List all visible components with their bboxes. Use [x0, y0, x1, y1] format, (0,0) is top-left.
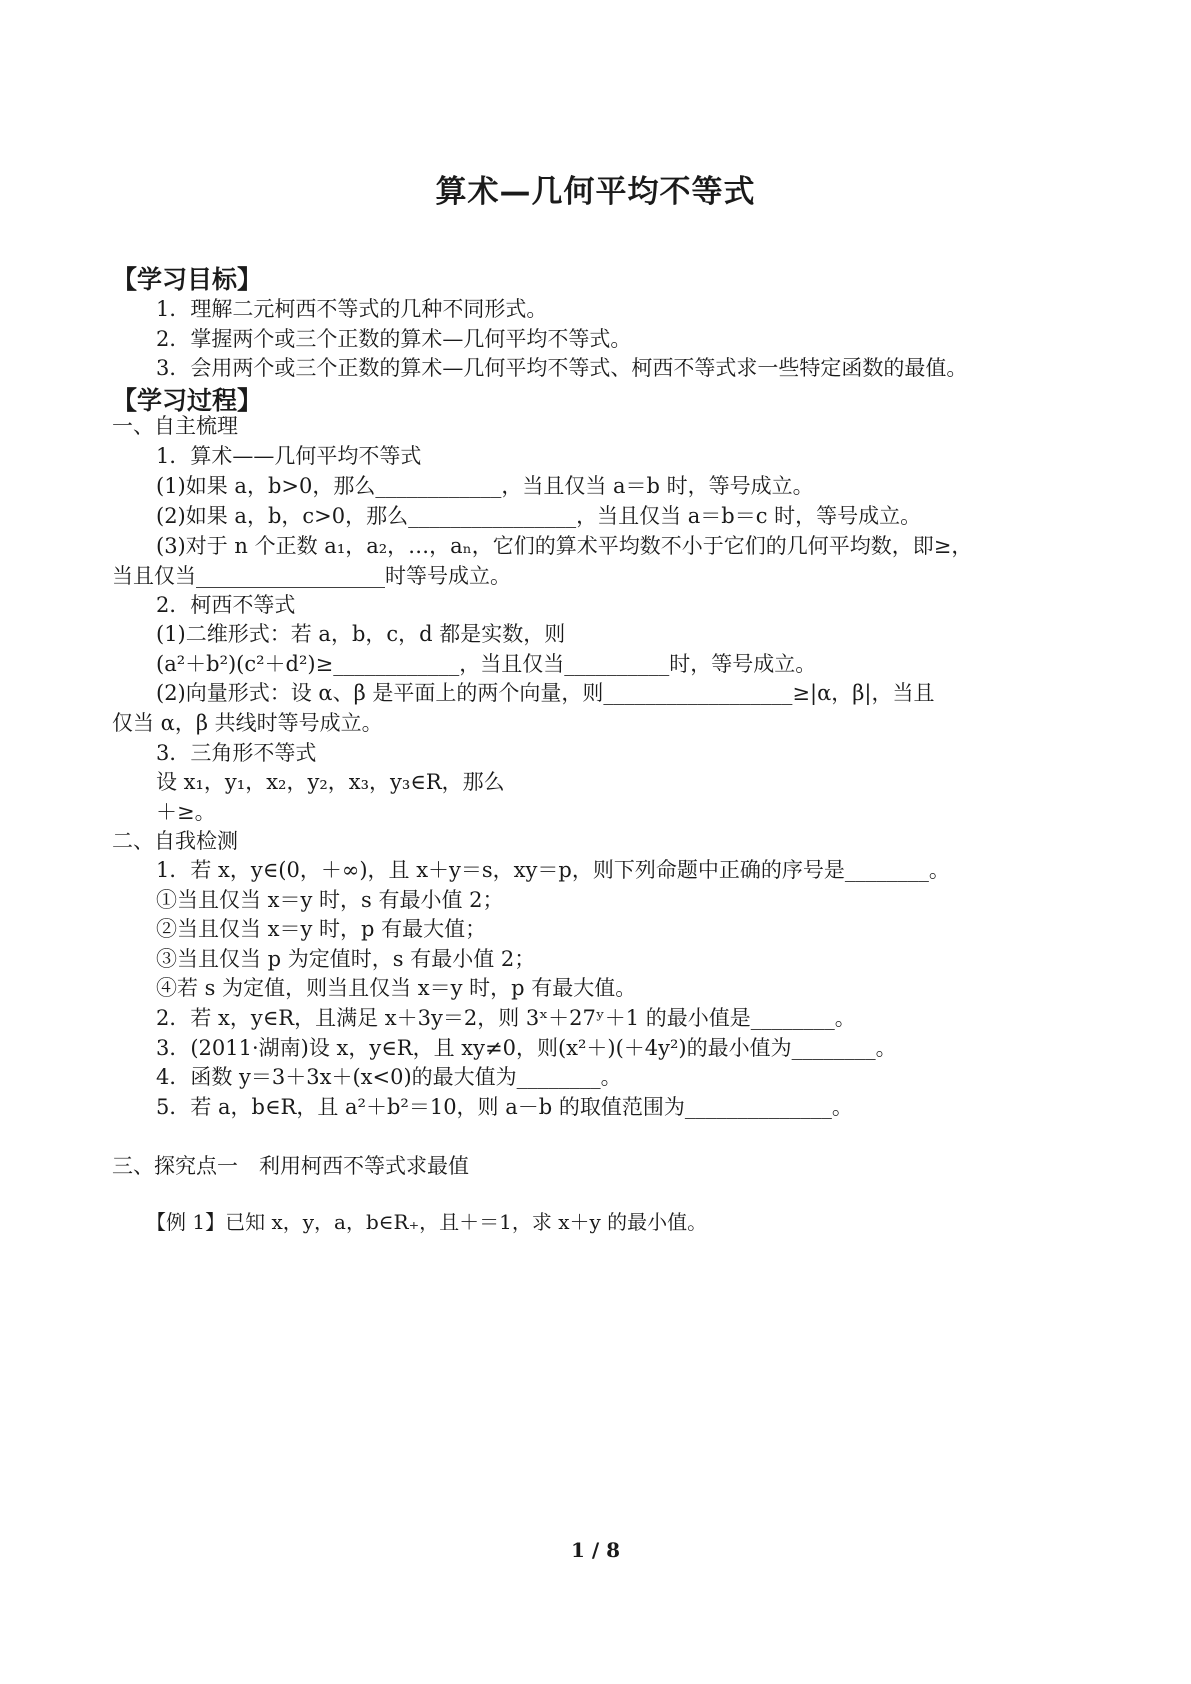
- part1-title: 一、自主梳理: [112, 414, 238, 438]
- part2-title: 二、自我检测: [112, 829, 238, 853]
- learning-goals-heading: 【学习目标】: [112, 265, 263, 294]
- page-number: 1 / 8: [570, 1538, 621, 1562]
- exercise-line: ③当且仅当 p 为定值时，s 有最小值 2；: [156, 947, 536, 971]
- content-line: ＋≥。: [156, 800, 216, 824]
- goal-item: 2．掌握两个或三个正数的算术—几何平均不等式。: [156, 327, 632, 351]
- exercise-line: ①当且仅当 x＝y 时，s 有最小值 2；: [156, 888, 504, 912]
- content-line: (a²＋b²)(c²＋d²)≥____________，当且仅当__________时，等号成立。: [156, 652, 817, 676]
- exercise-line: 3．(2011·湖南)设 x，y∈R，且 xy≠0，则(x²＋)(＋4y²)的最小值为________。: [156, 1036, 897, 1060]
- content-line: 设 x₁，y₁，x₂，y₂，x₃，y₃∈R，那么: [156, 770, 505, 794]
- exercise-line: 5．若 a，b∈R，且 a²＋b²＝10，则 a－b 的取值范围为______________。: [156, 1095, 853, 1119]
- exercise-line: 1．若 x，y∈(0，＋∞)，且 x＋y＝s，xy＝p，则下列命题中正确的序号是________。: [156, 858, 950, 882]
- content-line: (1)如果 a，b>0，那么____________，当且仅当 a＝b 时，等号成立。: [156, 474, 814, 498]
- content-line: 当且仅当__________________时等号成立。: [112, 564, 511, 588]
- content-line: (2)如果 a，b，c>0，那么________________，当且仅当 a＝b＝c 时，等号成立。: [156, 504, 922, 528]
- content-line: (1)二维形式：若 a，b，c，d 都是实数，则: [156, 622, 566, 646]
- part3-title: 三、探究点一 利用柯西不等式求最值: [112, 1154, 469, 1178]
- content-line: 3．三角形不等式: [156, 741, 317, 765]
- content-line: (3)对于 n 个正数 a₁，a₂，…，aₙ，它们的算术平均数不小于它们的几何平均数，即≥，: [156, 534, 973, 558]
- content-line: 1．算术——几何平均不等式: [156, 444, 422, 468]
- example-line: 【例 1】已知 x，y，a，b∈R₊，且＋＝1，求 x＋y 的最小值。: [146, 1210, 708, 1234]
- content-line: 仅当 α，β 共线时等号成立。: [112, 711, 383, 735]
- content-line: (2)向量形式：设 α、β 是平面上的两个向量，则__________________≥|α，β|，当且: [156, 681, 935, 705]
- learning-process-heading: 【学习过程】: [112, 386, 263, 415]
- exercise-line: ②当且仅当 x＝y 时，p 有最大值；: [156, 917, 487, 941]
- document-title: 算术—几何平均不等式: [435, 174, 756, 210]
- content-line: 2．柯西不等式: [156, 593, 296, 617]
- exercise-line: 2．若 x，y∈R，且满足 x＋3y＝2，则 3ˣ＋27ʸ＋1 的最小值是________。: [156, 1006, 856, 1030]
- exercise-line: ④若 s 为定值，则当且仅当 x＝y 时，p 有最大值。: [156, 976, 637, 1000]
- goal-item: 1．理解二元柯西不等式的几种不同形式。: [156, 297, 548, 321]
- exercise-line: 4．函数 y＝3＋3x＋(x<0)的最大值为________。: [156, 1065, 622, 1089]
- goal-item: 3．会用两个或三个正数的算术—几何平均不等式、柯西不等式求一些特定函数的最值。: [156, 356, 968, 380]
